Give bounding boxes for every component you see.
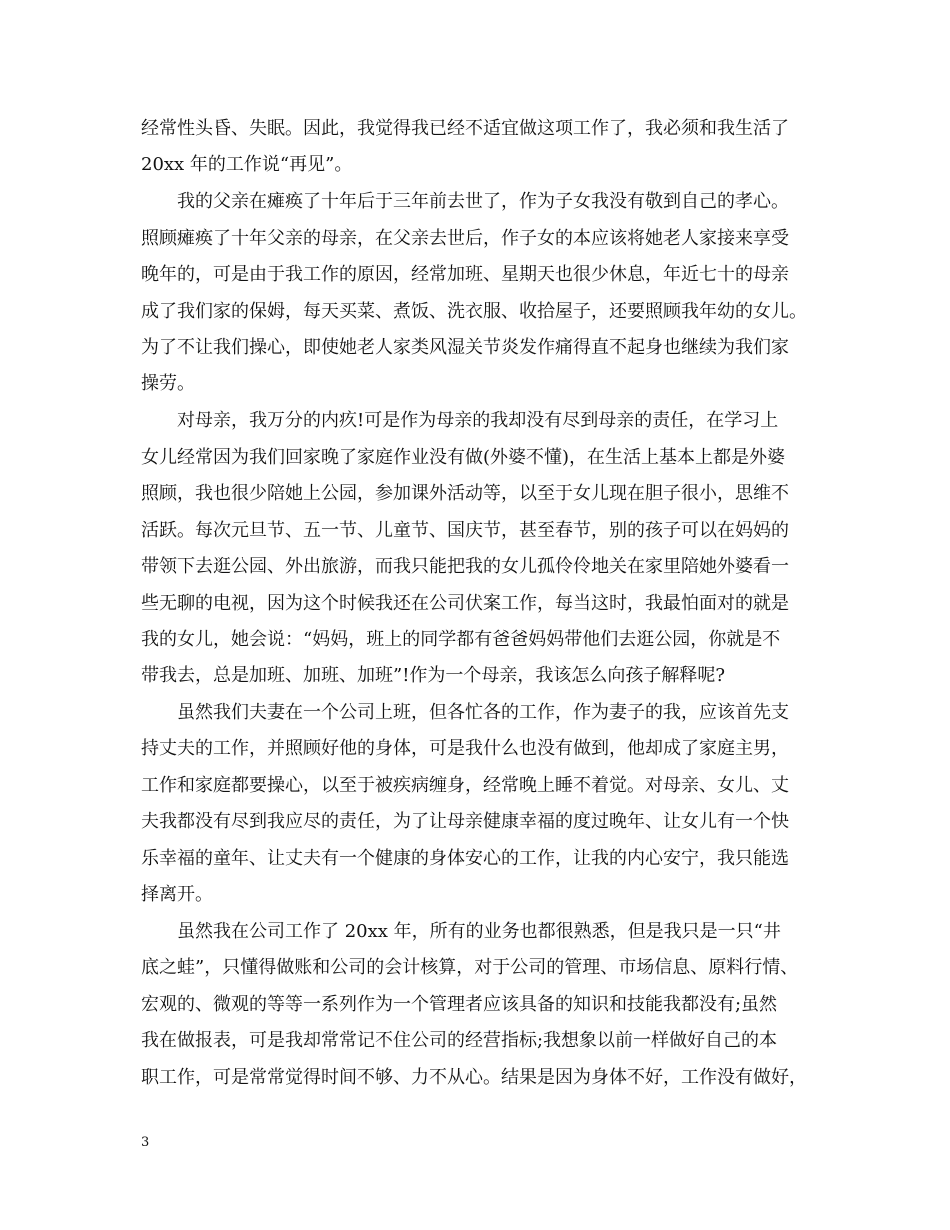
text-line: 照顾瘫痪了十年父亲的母亲，在父亲去世后，作子女的本应该将她老人家接来享受: [141, 228, 789, 249]
text-line: 虽然我在公司工作了 20xx 年，所有的业务也都很熟悉，但是我只是一只“井: [177, 921, 781, 942]
text-line: 操劳。: [141, 373, 195, 394]
text-line: 我的父亲在瘫痪了十年后于三年前去世了，作为子女我没有敬到自己的孝心。: [177, 191, 789, 212]
text-line: 为了不让我们操心，即使她老人家类风湿关节炎发作痛得直不起身也继续为我们家: [141, 337, 789, 358]
text-line: 带我去，总是加班、加班、加班”!作为一个母亲，我该怎么向孩子解释呢?: [141, 665, 726, 686]
text-line: 底之蛙”，只懂得做账和公司的会计核算，对于公司的管理、市场信息、原料行情、: [141, 957, 799, 978]
text-line: 夫我都没有尽到我应尽的责任，为了让母亲健康幸福的度过晚年、让女儿有一个快: [141, 811, 789, 832]
text-line: 对母亲，我万分的内疚!可是作为母亲的我却没有尽到母亲的责任，在学习上: [177, 410, 779, 431]
page-number: 3: [141, 1135, 150, 1150]
text-line: 带领下去逛公园、外出旅游，而我只能把我的女儿孤伶伶地关在家里陪她外婆看一: [141, 556, 789, 577]
text-line: 宏观的、微观的等等一系列作为一个管理者应该具备的知识和技能我都没有;虽然: [141, 994, 778, 1015]
text-line: 持丈夫的工作，并照顾好他的身体，可是我什么也没有做到，他却成了家庭主男，: [141, 738, 789, 759]
text-line: 我的女儿，她会说：“妈妈，班上的同学都有爸爸妈妈带他们去逛公园，你就是不: [141, 629, 781, 650]
text-line: 晚年的，可是由于我工作的原因，经常加班、星期天也很少休息，年近七十的母亲: [141, 264, 789, 285]
text-line: 择离开。: [141, 884, 213, 905]
text-line: 乐幸福的童年、让丈夫有一个健康的身体安心的工作，让我的内心安宁，我只能选: [141, 848, 789, 869]
text-line: 经常性头昏、失眠。因此，我觉得我已经不适宜做这项工作了，我必须和我生活了: [141, 118, 789, 139]
text-line: 工作和家庭都要操心，以至于被疾病缠身，经常晚上睡不着觉。对母亲、女儿、丈: [141, 775, 789, 796]
text-line: 20xx 年的工作说“再见”。: [141, 154, 353, 175]
text-line: 职工作，可是常常觉得时间不够、力不从心。结果是因为身体不好，工作没有做好，: [141, 1067, 807, 1088]
text-line: 照顾，我也很少陪她上公园，参加课外活动等，以至于女儿现在胆子很小，思维不: [141, 483, 789, 504]
text-line: 女儿经常因为我们回家晚了家庭作业没有做(外婆不懂)，在生活上基本上都是外婆: [141, 447, 786, 468]
text-line: 我在做报表，可是我却常常记不住公司的经营指标;我想象以前一样做好自己的本: [141, 1030, 778, 1051]
text-line: 成了我们家的保姆，每天买菜、煮饭、洗衣服、收拾屋子，还要照顾我年幼的女儿。: [141, 301, 807, 322]
text-line: 活跃。每次元旦节、五一节、儿童节、国庆节，甚至春节，别的孩子可以在妈妈的: [141, 520, 789, 541]
text-line: 些无聊的电视，因为这个时候我还在公司伏案工作，每当这时，我最怕面对的就是: [141, 593, 789, 614]
text-line: 虽然我们夫妻在一个公司上班，但各忙各的工作，作为妻子的我，应该首先支: [177, 702, 789, 723]
